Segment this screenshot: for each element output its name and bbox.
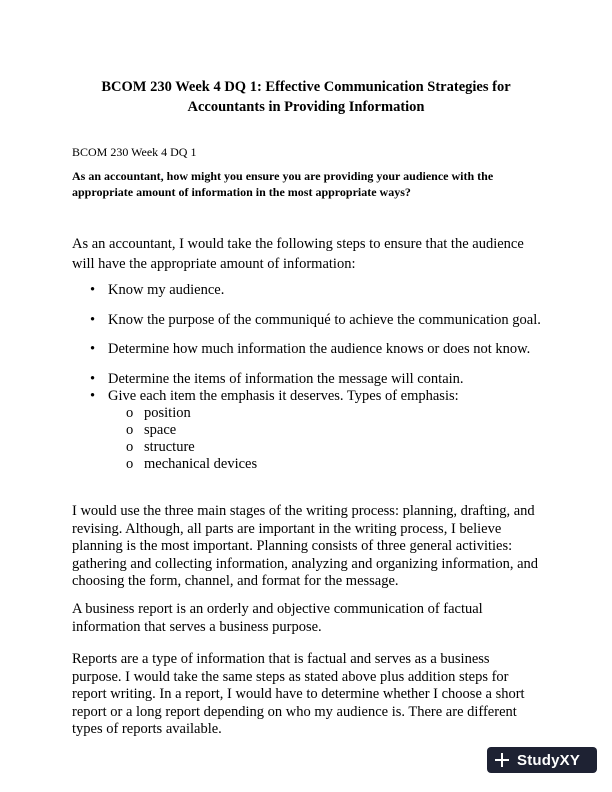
circle-bullet-icon: o (126, 439, 134, 455)
watermark-brand: StudyXY (517, 751, 581, 769)
bullet-icon: • (90, 371, 96, 387)
list-item-text: Determine how much information the audience knows or does not know. (108, 341, 531, 357)
circle-bullet-icon: o (126, 422, 134, 438)
sub-list-item-text: mechanical devices (144, 456, 258, 472)
list-item-text: Determine the items of information the message will contain. (108, 371, 464, 387)
list-item-text: Know the purpose of the communiqué to achieve the communication goal. (108, 312, 541, 328)
list-item-text: Give each item the emphasis it deserves. Types of emphasis: (108, 388, 459, 404)
bullet-icon: • (90, 341, 96, 357)
plus-icon (495, 753, 509, 767)
discussion-question: As an accountant, how might you ensure you are providing your audience with the appropriate amount of information in the most appropriate ways? (72, 169, 494, 199)
bullet-icon: • (90, 312, 96, 328)
title-line-1: BCOM 230 Week 4 DQ 1: Effective Communication Strategies for (101, 79, 511, 95)
sub-list-item-text: space (144, 422, 177, 438)
circle-bullet-icon: o (126, 456, 134, 472)
reports-paragraph: Reports are a type of information that is factual and serves as a business purpose. I would take the same steps as stated above plus addition steps for report writing. In a report, I would have to determine whether I choose a short report or a long report depending on who my audience is. There are different types of reports available. (72, 651, 525, 738)
document-title (80, 77, 532, 117)
circle-bullet-icon: o (126, 405, 134, 421)
title-line-2: Accountants in Providing Information (187, 99, 425, 115)
course-subheading: BCOM 230 Week 4 DQ 1 (72, 145, 197, 159)
sub-list-item-text: structure (144, 439, 195, 455)
intro-paragraph: As an accountant, I would take the following steps to ensure that the audience will have the appropriate amount of information: (72, 236, 524, 272)
sub-list-item-text: position (144, 405, 191, 421)
bullet-icon: • (90, 388, 96, 404)
writing-process-paragraph: I would use the three main stages of the writing process: planning, drafting, and revising. Although, all parts are important in the writing process, I believe planning is the most important. Planning consists of three general activities: gathering and collecting information, analyzing and organizing information, and choosing the form, channel, and format for the message. (72, 503, 539, 590)
business-report-paragraph: A business report is an orderly and objective communication of factual information that serves a business purpose. (72, 601, 483, 635)
bullet-icon: • (90, 282, 96, 298)
studyxy-watermark[interactable] (487, 747, 597, 773)
list-item-text: Know my audience. (108, 282, 225, 298)
